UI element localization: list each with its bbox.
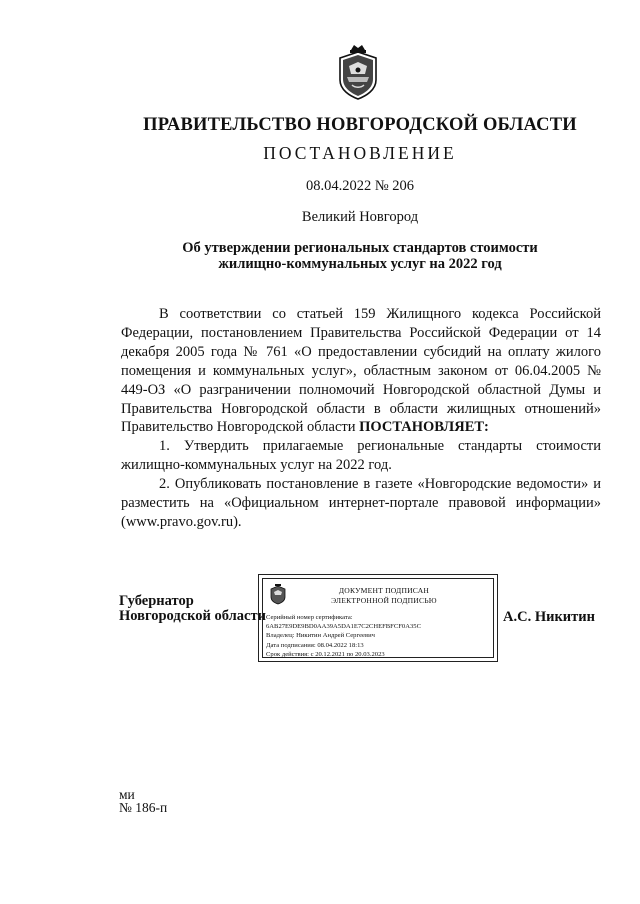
- signatory-name: А.С. Никитин: [503, 609, 595, 625]
- stamp-frame: [262, 578, 494, 658]
- position-line-1: Губернатор: [119, 593, 194, 609]
- city: Великий Новгород: [301, 209, 419, 225]
- item-2: 2. Опубликовать постановление в газете «Новгородские ведомости» и разместить на «Официальном интернет-портале правовой информации» (www.pravo.gov.ru).: [121, 476, 601, 530]
- stamp-coat-of-arms-icon: [269, 583, 287, 605]
- document-type: ПОСТАНОВЛЕНИЕ: [263, 143, 457, 163]
- footer-code: [119, 788, 167, 814]
- resolves-word: ПОСТАНОВЛЯЕТ:: [359, 419, 489, 436]
- stamp-serial-label: Серийный номер сертификата:: [266, 614, 353, 621]
- document-subject: [140, 240, 580, 272]
- stamp-serial: 6AB27E9DE9BD0AA39A5DA1E7C2CHEFBFCF0A35C: [266, 623, 421, 631]
- stamp-title-line-2: ЭЛЕКТРОННОЙ ПОДПИСЬЮ: [331, 596, 437, 605]
- coat-of-arms-icon: [335, 44, 381, 100]
- stamp-title: [299, 586, 469, 606]
- stamp-title-line-1: ДОКУМЕНТ ПОДПИСАН: [338, 586, 430, 595]
- electronic-signature-stamp: [258, 574, 498, 662]
- organization-title: ПРАВИТЕЛЬСТВО НОВГОРОДСКОЙ ОБЛАСТИ: [143, 115, 577, 135]
- footer-initials: ми: [119, 787, 135, 802]
- signatory-position: [119, 594, 266, 624]
- subject-line-2: жилищно-коммунальных услуг на 2022 год: [218, 256, 502, 272]
- item-1: 1. Утвердить прилагаемые региональные стандарты стоимости жилищно-коммунальных услуг на 2022 год.: [121, 438, 601, 474]
- intro-text: В соответствии со статьей 159 Жилищного кодекса Российской Федерации, постановлением Правительства Российской Федерации от 14 декабря 2005 года № 761 «О предоставлении субсидий на оплату жилого помещения и коммунальных услуг», областным законом от 06.04.2005 № 449-ОЗ «О разграничении полномочий Новгородской областной Думы и Правительства Новгородской области в области жилищных отношений» Правительство Новгородской области: [121, 306, 601, 436]
- stamp-owner: Владелец: Никитин Андрей Сергеевич: [266, 632, 375, 640]
- stamp-signed-date: Дата подписания: 08.04.2022 18:13: [266, 641, 364, 649]
- stamp-validity: Срок действия: с 20.12.2021 по 20.03.2023: [266, 650, 385, 658]
- footer-number: № 186-п: [119, 800, 168, 815]
- subject-line-1: Об утверждении региональных стандартов стоимости: [182, 240, 538, 256]
- position-line-2: Новгородской области: [119, 608, 266, 624]
- intro-paragraph: [121, 305, 601, 437]
- document-body: [121, 305, 601, 532]
- date-and-number: 08.04.2022 № 206: [305, 178, 415, 194]
- stamp-details: [266, 613, 421, 659]
